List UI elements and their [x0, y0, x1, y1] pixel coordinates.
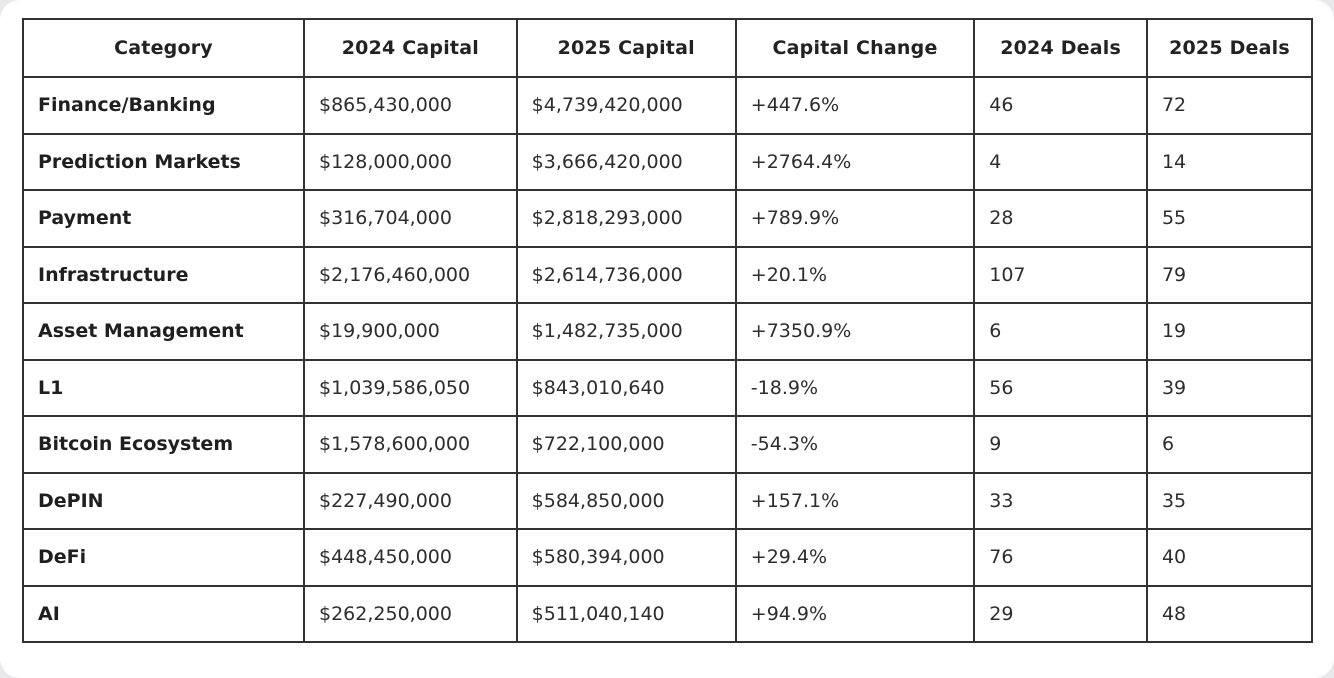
table-row	[23, 586, 1312, 643]
value-cell: 28	[974, 190, 1147, 247]
table-row	[23, 473, 1312, 530]
value-cell: +447.6%	[736, 77, 974, 134]
value-cell: 55	[1147, 190, 1312, 247]
category-cell: Prediction Markets	[23, 134, 304, 191]
value-cell: $1,482,735,000	[517, 303, 736, 360]
table-row	[23, 529, 1312, 586]
value-cell: $584,850,000	[517, 473, 736, 530]
value-cell: +2764.4%	[736, 134, 974, 191]
value-cell: $722,100,000	[517, 416, 736, 473]
value-cell: 46	[974, 77, 1147, 134]
table-row	[23, 77, 1312, 134]
column-header-2024-capital: 2024 Capital	[304, 19, 517, 77]
value-cell: 14	[1147, 134, 1312, 191]
category-cell: Asset Management	[23, 303, 304, 360]
value-cell: $19,900,000	[304, 303, 517, 360]
value-cell: -18.9%	[736, 360, 974, 417]
header-row	[23, 19, 1312, 77]
value-cell: $511,040,140	[517, 586, 736, 643]
value-cell: 29	[974, 586, 1147, 643]
value-cell: $843,010,640	[517, 360, 736, 417]
value-cell: 4	[974, 134, 1147, 191]
value-cell: 19	[1147, 303, 1312, 360]
value-cell: $2,818,293,000	[517, 190, 736, 247]
category-cell: DePIN	[23, 473, 304, 530]
value-cell: 39	[1147, 360, 1312, 417]
column-header-2025-deals: 2025 Deals	[1147, 19, 1312, 77]
value-cell: +29.4%	[736, 529, 974, 586]
column-header-capital-change: Capital Change	[736, 19, 974, 77]
value-cell: $227,490,000	[304, 473, 517, 530]
value-cell: $4,739,420,000	[517, 77, 736, 134]
table-row	[23, 303, 1312, 360]
value-cell: $448,450,000	[304, 529, 517, 586]
table-row	[23, 247, 1312, 304]
value-cell: +94.9%	[736, 586, 974, 643]
value-cell: $3,666,420,000	[517, 134, 736, 191]
value-cell: $1,039,586,050	[304, 360, 517, 417]
value-cell: -54.3%	[736, 416, 974, 473]
value-cell: $2,176,460,000	[304, 247, 517, 304]
value-cell: +20.1%	[736, 247, 974, 304]
category-cell: DeFi	[23, 529, 304, 586]
value-cell: +789.9%	[736, 190, 974, 247]
value-cell: $316,704,000	[304, 190, 517, 247]
value-cell: +7350.9%	[736, 303, 974, 360]
value-cell: 6	[1147, 416, 1312, 473]
value-cell: $1,578,600,000	[304, 416, 517, 473]
value-cell: 56	[974, 360, 1147, 417]
category-cell: AI	[23, 586, 304, 643]
column-header-2024-deals: 2024 Deals	[974, 19, 1147, 77]
value-cell: 35	[1147, 473, 1312, 530]
category-cell: L1	[23, 360, 304, 417]
value-cell: 48	[1147, 586, 1312, 643]
value-cell: 76	[974, 529, 1147, 586]
value-cell: 107	[974, 247, 1147, 304]
table-row	[23, 190, 1312, 247]
value-cell: $128,000,000	[304, 134, 517, 191]
category-cell: Payment	[23, 190, 304, 247]
category-cell: Finance/Banking	[23, 77, 304, 134]
value-cell: 6	[974, 303, 1147, 360]
table-row	[23, 360, 1312, 417]
category-cell: Bitcoin Ecosystem	[23, 416, 304, 473]
value-cell: 33	[974, 473, 1147, 530]
category-cell: Infrastructure	[23, 247, 304, 304]
value-cell: +157.1%	[736, 473, 974, 530]
value-cell: 9	[974, 416, 1147, 473]
column-header-2025-capital: 2025 Capital	[517, 19, 736, 77]
value-cell: 79	[1147, 247, 1312, 304]
table-row	[23, 134, 1312, 191]
value-cell: $2,614,736,000	[517, 247, 736, 304]
column-header-category: Category	[23, 19, 304, 77]
table-body	[23, 77, 1312, 642]
table-row	[23, 416, 1312, 473]
capital-deals-table	[22, 18, 1313, 643]
value-cell: $580,394,000	[517, 529, 736, 586]
value-cell: 72	[1147, 77, 1312, 134]
value-cell: $865,430,000	[304, 77, 517, 134]
value-cell: 40	[1147, 529, 1312, 586]
value-cell: $262,250,000	[304, 586, 517, 643]
